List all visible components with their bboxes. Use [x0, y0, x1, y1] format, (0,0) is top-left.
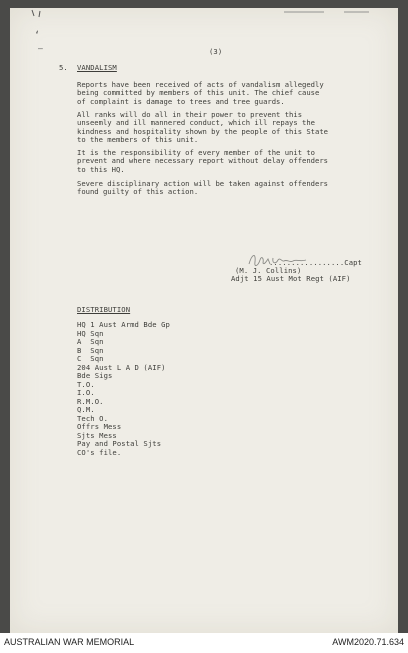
page-number: (3)	[209, 47, 223, 56]
list-item: T.O.	[77, 379, 95, 389]
archive-footer	[0, 633, 408, 653]
distribution-heading: DISTRIBUTION	[77, 305, 131, 314]
list-item: Bde Sigs	[77, 371, 113, 380]
section-heading: VANDALISM	[77, 63, 117, 72]
list-item: Sjts Mess	[77, 430, 117, 440]
list-item: HQ Sqn	[77, 328, 104, 338]
archive-name: AUSTRALIAN WAR MEMORIAL	[4, 637, 135, 647]
list-item: CO's file.	[77, 447, 122, 457]
list-item: HQ 1 Aust Armd Bde Gp	[77, 320, 170, 329]
list-item: Tech O.	[77, 413, 108, 423]
list-item: Pay and Postal Sjts	[77, 439, 162, 448]
list-item: R.M.O.	[77, 396, 104, 406]
list-item: C Sqn	[77, 354, 104, 363]
document-page	[10, 8, 398, 633]
punch-marks	[24, 8, 384, 20]
list-item: B Sqn	[77, 345, 104, 355]
archive-reference: AWM2020.71.634	[332, 637, 404, 647]
paragraph-1: Reports have been received of acts of vandalism allegedly being committed by members of this unit. The chief cause of complaint is damage to trees and tree guards.	[77, 80, 324, 106]
paragraph-3: It is the responsibility of every member of the unit to prevent and where necessary report without delay offenders to this HQ.	[77, 148, 328, 174]
list-item: 204 Aust L A D (AIF)	[77, 362, 166, 372]
list-item: Q.M.	[77, 405, 95, 414]
signatory-name: (M. J. Collins)	[235, 266, 302, 275]
signatory-title: Adjt 15 Aust Mot Regt (AIF)	[231, 274, 351, 283]
list-item: A Sqn	[77, 337, 104, 346]
section-number: 5.	[59, 63, 68, 72]
paragraph-2: All ranks will do all in their power to prevent this unseemly and ill mannered conduct, which ill repays the kindness and hospitality shown by the people of this State to the members of this unit.	[77, 110, 328, 145]
list-item: Offrs Mess	[77, 422, 122, 431]
signature-line: .................Capt	[269, 258, 362, 267]
margin-mark: ʻ	[34, 30, 41, 41]
list-item: I.O.	[77, 388, 95, 397]
margin-mark: —	[38, 44, 43, 53]
paragraph-4: Severe disciplinary action will be taken against offenders found guilty of this action.	[77, 179, 328, 197]
